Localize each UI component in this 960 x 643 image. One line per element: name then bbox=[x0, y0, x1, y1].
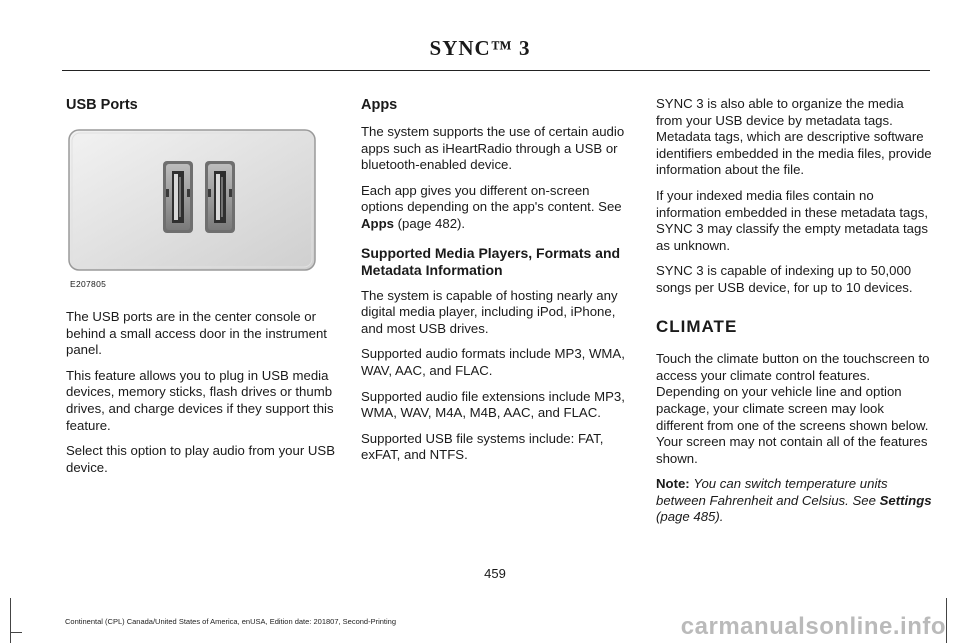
note-text: You can switch temperature units between Fahrenheit and Celsius. See bbox=[656, 476, 888, 508]
settings-page-link[interactable]: Settings bbox=[879, 492, 932, 508]
usb-ports-illustration bbox=[66, 127, 318, 277]
watermark: carmanualsonline.info bbox=[680, 613, 946, 640]
edition-footer: Continental (CPL) Canada/United States of America, enUSA, Edition date: 201807, Second-Printing bbox=[65, 617, 397, 626]
note-page: (page 485). bbox=[656, 509, 724, 525]
page-number: 459 bbox=[484, 566, 506, 581]
apps-page-link[interactable]: Apps bbox=[361, 215, 394, 231]
header-divider bbox=[62, 70, 930, 71]
usb-ports-paragraph-3: Select this option to play audio from your USB device. bbox=[66, 443, 336, 475]
apps-paragraph-1: The system supports the use of certain audio apps such as iHeartRadio through a USB or bluetooth-enabled device. bbox=[361, 124, 625, 173]
column-right bbox=[656, 96, 932, 535]
crop-mark-right bbox=[946, 598, 947, 643]
column-middle bbox=[361, 96, 633, 473]
crop-mark-bottom bbox=[10, 632, 22, 633]
apps-p2-page: (page 482). bbox=[393, 215, 466, 231]
climate-paragraph-1: Touch the climate button on the touchscreen to access your climate control features. Depending on your vehicle line and option package, your climate screen may look different from one of the screens shown below. Your screen may not contain all of the features shown. bbox=[656, 351, 930, 466]
media-paragraph-1: The system is capable of hosting nearly any digital media player, including iPod, iPhone, and most USB drives. bbox=[361, 287, 618, 336]
column-left bbox=[66, 96, 336, 485]
figure-id: E207805 bbox=[70, 279, 107, 290]
usb-port-right-icon bbox=[205, 161, 235, 233]
page-header-title: SYNC™ 3 bbox=[429, 36, 531, 60]
climate-note bbox=[656, 476, 932, 526]
supported-media-heading: Supported Media Players, Formats and Metadata Information bbox=[361, 244, 621, 278]
metadata-paragraph-2: If your indexed media files contain no information embedded in these metadata tags, SYNC 3 may classify the empty metadata tags as unknown. bbox=[656, 187, 928, 253]
media-paragraph-4: Supported USB file systems include: FAT, exFAT, and NTFS. bbox=[361, 430, 604, 463]
media-paragraph-2: Supported audio formats include MP3, WMA, WAV, AAC, and FLAC. bbox=[361, 346, 625, 378]
usb-port-left-icon bbox=[163, 161, 193, 233]
apps-heading: Apps bbox=[361, 97, 398, 113]
usb-ports-heading: USB Ports bbox=[66, 97, 138, 113]
media-paragraph-3: Supported audio file extensions include MP3, WMA, WAV, M4A, M4B, AAC, and FLAC. bbox=[361, 388, 625, 421]
climate-heading: CLIMATE bbox=[656, 316, 738, 336]
apps-p2-text: Each app gives you different on-screen options depending on the app's content. See bbox=[361, 182, 622, 215]
note-label: Note: bbox=[656, 476, 690, 492]
crop-mark-left bbox=[10, 598, 11, 643]
usb-ports-figure bbox=[66, 127, 318, 293]
metadata-paragraph-3: SYNC 3 is capable of indexing up to 50,000 songs per USB device, for up to 10 devices. bbox=[656, 263, 913, 295]
apps-paragraph-2 bbox=[361, 183, 633, 233]
usb-ports-paragraph-2: This feature allows you to plug in USB media devices, memory sticks, flash drives or thumb drives, and charge devices if they support this feature. bbox=[66, 367, 334, 433]
metadata-paragraph-1: SYNC 3 is also able to organize the media from your USB device by metadata tags. Metadata tags, which are descriptive software identifiers embedded in the media files, provide information about the file. bbox=[656, 96, 932, 178]
usb-ports-paragraph-1: The USB ports are in the center console or behind a small access door in the instrument panel. bbox=[66, 309, 327, 358]
